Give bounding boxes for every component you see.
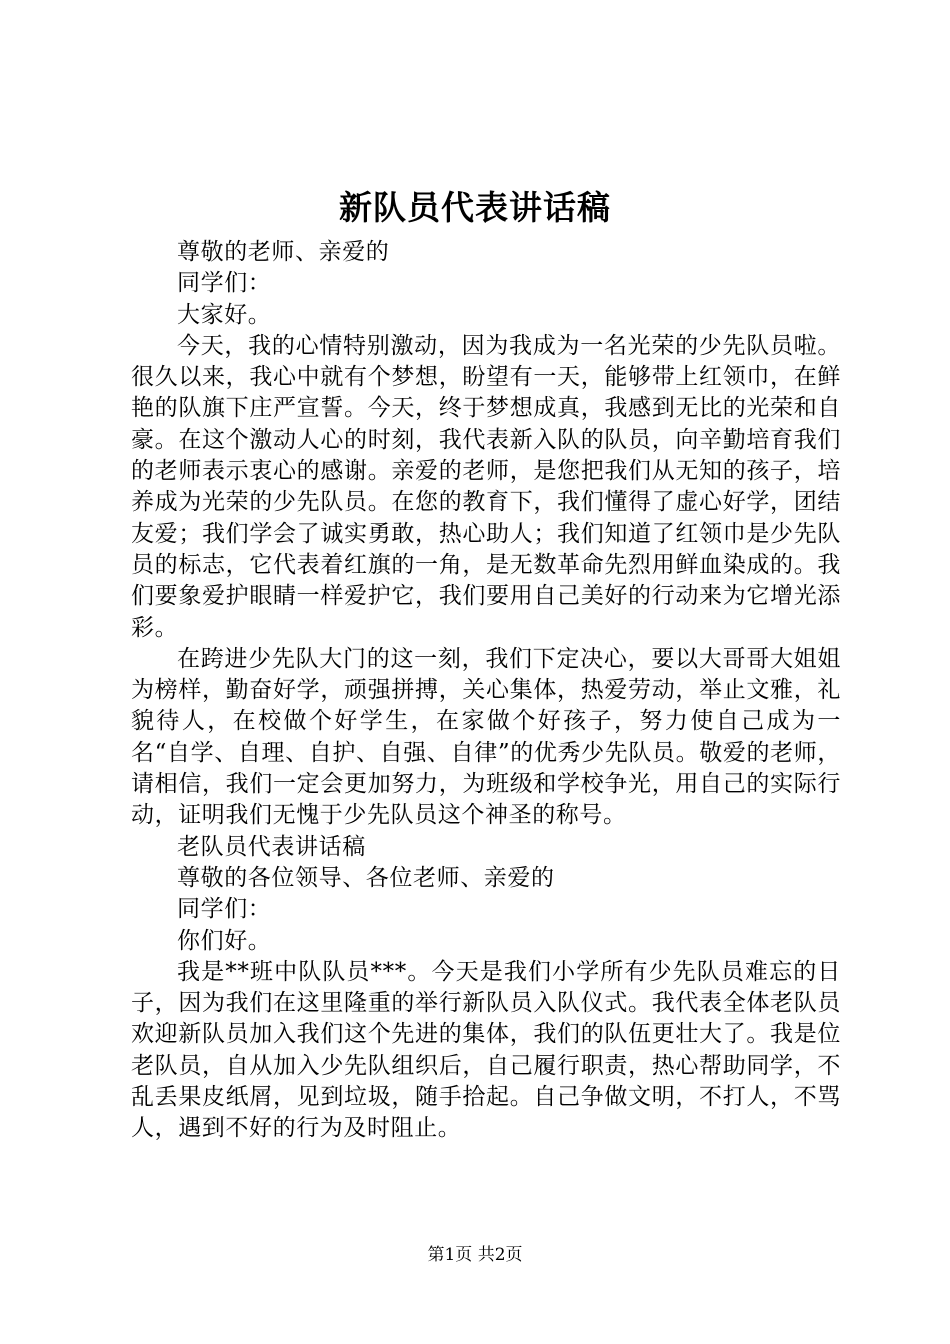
greeting-line: 你们好。 <box>177 927 272 954</box>
body-paragraph: 在跨进少先队大门的这一刻，我们下定决心，要以大哥哥大姐姐为榜样，勤奋好学，顽强拼搏，关心集体，热爱劳动，举止文雅，礼貌待人，在校做个好学生，在家做个好孩子，努力使自己成为一名“自学、自理、自护、自强、自律”的优秀少先队员。敬爱的老师，请相信，我们一定会更加努力，为班级和学校争光，用自己的实际行动，证明我们无愧于少先队员这个神圣的称号。 <box>131 645 841 829</box>
greeting-line: 同学们： <box>177 270 272 297</box>
document-title: 新队员代表讲话稿 <box>339 188 611 227</box>
greeting-line: 尊敬的各位领导、各位老师、亲爱的 <box>177 864 555 891</box>
page-number: 第1页 共2页 <box>427 1245 523 1265</box>
greeting-line: 同学们： <box>177 896 272 923</box>
body-paragraph: 我是**班中队队员***。今天是我们小学所有少先队员难忘的日子，因为我们在这里隆重的举行新队员入队仪式。我代表全体老队员欢迎新队员加入我们这个先进的集体，我们的队伍更壮大了。我是位老队员，自从加入少先队组织后，自己履行职责，热心帮助同学，不乱丢果皮纸屑，见到垃圾，随手拾起。自己争做文明，不打人，不骂人，遇到不好的行为及时阻止。 <box>131 958 841 1142</box>
greeting-line: 尊敬的老师、亲爱的 <box>177 239 390 265</box>
body-paragraph: 今天，我的心情特别激动，因为我成为一名光荣的少先队员啦。很久以来，我心中就有个梦想，盼望有一天，能够带上红领巾，在鲜艳的队旗下庄严宣誓。今天，终于梦想成真，我感到无比的光荣和自豪。在这个激动人心的时刻，我代表新入队的队员，向辛勤培育我们的老师表示衷心的感谢。亲爱的老师，是您把我们从无知的孩子，培养成为光荣的少先队员。在您的教育下，我们懂得了虚心好学，团结友爱；我们学会了诚实勇敢，热心助人；我们知道了红领巾是少先队员的标志，它代表着红旗的一角，是无数革命先烈用鲜血染成的。我们要象爱护眼睛一样爱护它，我们要用自己美好的行动来为它增光添彩。 <box>131 332 841 641</box>
document-body <box>131 237 841 1145</box>
section-heading: 老队员代表讲话稿 <box>177 833 366 860</box>
greeting-line: 大家好。 <box>177 301 272 328</box>
